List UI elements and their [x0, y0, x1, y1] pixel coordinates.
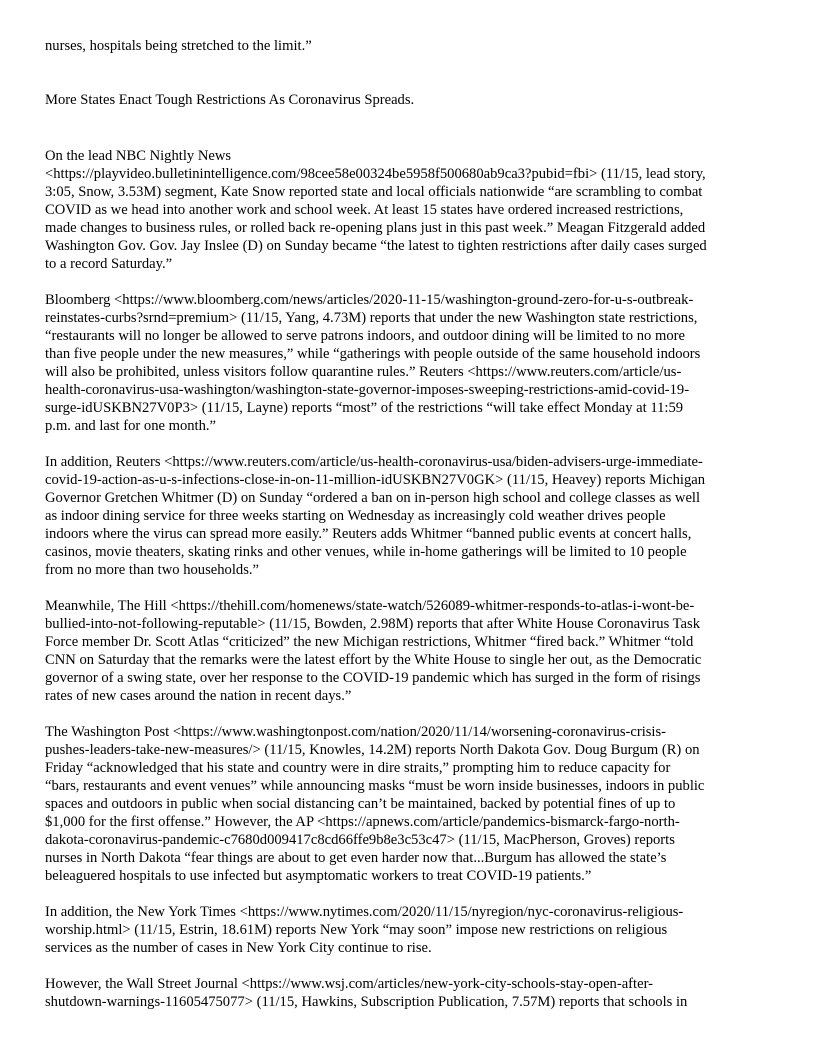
- spacer: [45, 957, 775, 975]
- document-page: [45, 37, 775, 1011]
- paragraph-reuters-michigan: In addition, Reuters <https://www.reuters.com/article/us-health-coronavirus-usa/biden-advisers-urge-immediate- covid-19-action-as-u-s-infections-close-in-on-11-million-idUSKBN27V0GK> (11/15, Heavey) reports Michigan Governor Gretchen Whitmer (D) on Sunday “ordered a ban on in-person high school and college classes as well as indoor dining service for three weeks starting on Wednesday as increasingly cold weather drives people indoors where the virus can spread more easily.” Reuters adds Whitmer “banned public events at concert halls, casinos, movie theaters, skating rinks and other venues, while in-home gatherings will be limited to 10 people from no more than two households.”: [45, 454, 706, 578]
- paragraph-continuation: nurses, hospitals being stretched to the limit.”: [45, 38, 312, 54]
- paragraph-washington-post: The Washington Post <https://www.washingtonpost.com/nation/2020/11/14/worsening-coronavirus-crisis- pushes-leaders-take-new-measures/> (11/15, Knowles, 14.2M) reports North Dakota Gov. Doug Burgum (R) on Friday “acknowledged that his state and country were in dire straits,” prompting him to reduce capacity for “bars, restaurants and event venues” while announcing masks “must be worn inside businesses, indoors in public spaces and outdoors in public when social distancing can’t be maintained, backed by potential fines of up to $1,000 for the first offense.” However, the AP <https://apnews.com/article/pandemics-bismarck-fargo-north- dakota-coronavirus-pandemic-c7680d009417c8cd66ffe9b8e3c53c47> (11/15, MacPherson, Groves) reports nurses in North Dakota “fear things are about to get even harder now that...Burgum has allowed the state’s beleaguered hospitals to use infected but asymptomatic workers to treat COVID-19 patients.”: [45, 724, 705, 884]
- paragraph-bloomberg: Bloomberg <https://www.bloomberg.com/news/articles/2020-11-15/washington-ground-zero-for-u-s-outbreak- reinstates-curbs?srnd=premium> (11/15, Yang, 4.73M) reports that under the new Washington state restrictions, “restaurants will no longer be allowed to serve patrons indoors, and outdoor dining will be limited to no more than five people under the new measures,” while “gatherings with people outside of the same household indoors will also be prohibited, unless visitors follow quarantine rules.” Reuters <https://www.reuters.com/article/us- health-coronavirus-usa-washington/washington-state-governor-imposes-sweeping-restrictions-amid-covid-19- surge-idUSKBN27V0P3> (11/15, Layne) reports “most” of the restrictions “will take effect Monday at 11:59 p.m. and last for one month.”: [45, 292, 701, 434]
- spacer: [45, 579, 775, 597]
- spacer: [45, 109, 775, 147]
- spacer: [45, 705, 775, 723]
- paragraph-new-york-times: In addition, the New York Times <https://www.nytimes.com/2020/11/15/nyregion/nyc-coronavirus-religious- worship.html> (11/15, Estrin, 18.61M) reports New York “may soon” impose new restrictions on religious services as the number of cases in New York City continue to rise.: [45, 904, 684, 956]
- spacer: [45, 55, 775, 91]
- spacer: [45, 885, 775, 903]
- paragraph-nbc-nightly-news: On the lead NBC Nightly News <https://playvideo.bulletinintelligence.com/98cee58e00324be5958f500680ab9ca3?pubid=fbi> (11/15, lead story, 3:05, Snow, 3.53M) segment, Kate Snow reported state and local officials nationwide “are scrambling to combat COVID as we head into another work and school week. At least 15 states have ordered increased restrictions, made changes to business rules, or rolled back re-opening plans just in this past week.” Meagan Fitzgerald added Washington Gov. Gov. Jay Inslee (D) on Sunday became “the latest to tighten restrictions after daily cases surged to a record Saturday.”: [45, 148, 707, 272]
- spacer: [45, 435, 775, 453]
- paragraph-the-hill: Meanwhile, The Hill <https://thehill.com/homenews/state-watch/526089-whitmer-responds-to-atlas-i-wont-be- bullied-into-not-following-reputable> (11/15, Bowden, 2.98M) reports that after White House Coronavirus Task Force member Dr. Scott Atlas “criticized” the new Michigan restrictions, Whitmer “fired back.” Whitmer “told CNN on Saturday that the remarks were the latest effort by the White House to single her out, as the Democratic governor of a swing state, over her response to the COVID-19 pandemic which has surged in the form of risings rates of new cases around the nation in recent days.”: [45, 598, 702, 704]
- paragraph-wall-street-journal: However, the Wall Street Journal <https://www.wsj.com/articles/new-york-city-schools-stay-open-after- shutdown-warnings-11605475077> (11/15, Hawkins, Subscription Publication, 7.57M) reports that schools in: [45, 976, 688, 1010]
- spacer: [45, 273, 775, 291]
- section-headline: More States Enact Tough Restrictions As Coronavirus Spreads.: [45, 92, 415, 108]
